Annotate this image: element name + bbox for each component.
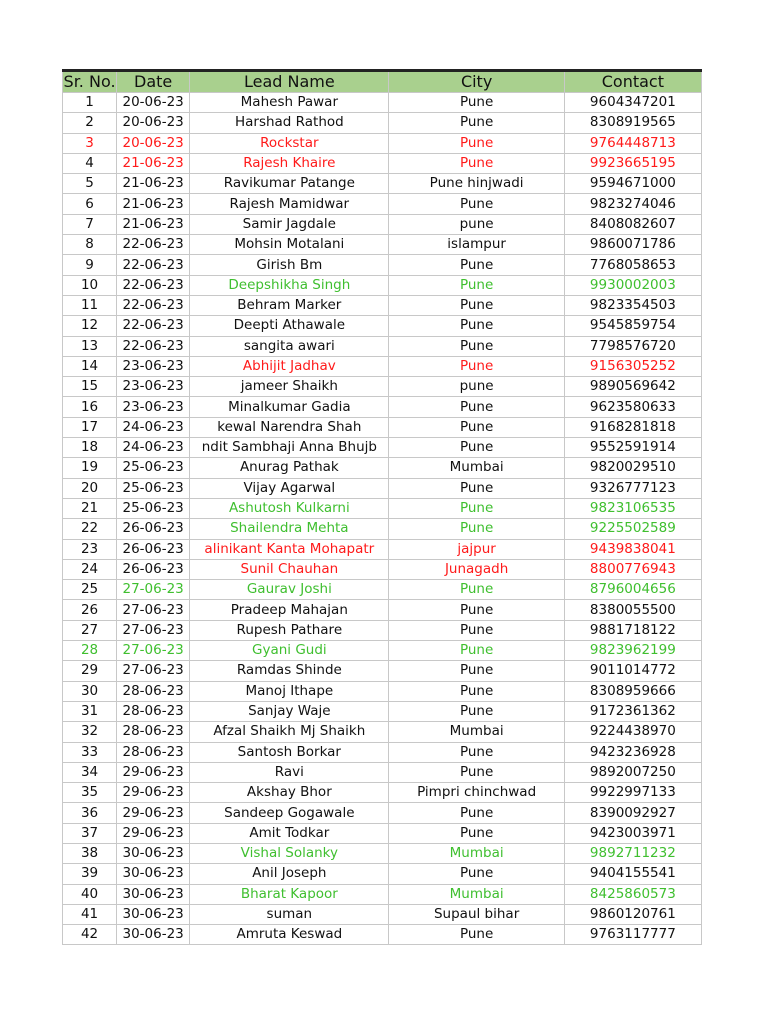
table-row [63,843,702,863]
sr-cell[interactable]: 13 [63,336,117,356]
date-cell[interactable]: 28-06-23 [117,722,190,742]
date-cell[interactable]: 22-06-23 [117,255,190,275]
contact-cell[interactable]: 9604347201 [564,93,701,113]
sr-cell[interactable]: 38 [63,843,117,863]
lead-name-cell[interactable]: Shailendra Mehta [190,519,389,539]
contact-cell[interactable]: 9545859754 [564,316,701,336]
table-row [63,864,702,884]
city-cell[interactable]: Pune [389,316,564,336]
sr-cell[interactable]: 40 [63,884,117,904]
sr-cell[interactable]: 22 [63,519,117,539]
lead-name-cell[interactable]: Rupesh Pathare [190,620,389,640]
table-row [63,133,702,153]
contact-cell[interactable]: 9860120761 [564,904,701,924]
lead-name-cell[interactable]: Sunil Chauhan [190,559,389,579]
city-cell[interactable]: Pune [389,519,564,539]
date-cell[interactable]: 24-06-23 [117,417,190,437]
table-row [63,235,702,255]
table-row [63,904,702,924]
city-cell[interactable]: Pune hinjwadi [389,174,564,194]
sr-cell[interactable]: 24 [63,559,117,579]
contact-cell[interactable]: 9623580633 [564,397,701,417]
header-date[interactable]: Date [117,71,190,93]
city-cell[interactable]: Pune [389,600,564,620]
contact-cell[interactable]: 8800776943 [564,559,701,579]
date-cell[interactable]: 30-06-23 [117,904,190,924]
date-cell[interactable]: 27-06-23 [117,641,190,661]
contact-cell[interactable]: 9439838041 [564,539,701,559]
table-row [63,316,702,336]
sr-cell[interactable]: 4 [63,153,117,173]
lead-name-cell[interactable]: Behram Marker [190,295,389,315]
table-row [63,661,702,681]
lead-name-cell[interactable]: Bharat Kapoor [190,884,389,904]
table-row [63,498,702,518]
table-row [63,194,702,214]
lead-name-cell[interactable]: Abhijit Jadhav [190,356,389,376]
table-row [63,438,702,458]
city-cell[interactable]: Pune [389,641,564,661]
city-cell[interactable]: Pune [389,356,564,376]
city-cell[interactable]: jajpur [389,539,564,559]
lead-name-cell[interactable]: Rockstar [190,133,389,153]
lead-name-cell[interactable]: Rajesh Mamidwar [190,194,389,214]
lead-name-cell[interactable]: suman [190,904,389,924]
city-cell[interactable]: Pune [389,823,564,843]
lead-name-cell[interactable]: Sanjay Waje [190,701,389,721]
contact-cell[interactable]: 9823962199 [564,641,701,661]
date-cell[interactable]: 21-06-23 [117,174,190,194]
table-row [63,519,702,539]
city-cell[interactable]: Pune [389,133,564,153]
sr-cell[interactable]: 23 [63,539,117,559]
lead-name-cell[interactable]: jameer Shaikh [190,377,389,397]
date-cell[interactable]: 29-06-23 [117,823,190,843]
table-row [63,783,702,803]
lead-name-cell[interactable]: Manoj Ithape [190,681,389,701]
lead-name-cell[interactable]: Anil Joseph [190,864,389,884]
date-cell[interactable]: 28-06-23 [117,701,190,721]
sr-cell[interactable]: 9 [63,255,117,275]
contact-cell[interactable]: 8425860573 [564,884,701,904]
table-row [63,397,702,417]
city-cell[interactable]: Pune [389,803,564,823]
contact-cell[interactable]: 8308919565 [564,113,701,133]
lead-name-cell[interactable]: kewal Narendra Shah [190,417,389,437]
lead-name-cell[interactable]: Pradeep Mahajan [190,600,389,620]
date-cell[interactable]: 20-06-23 [117,133,190,153]
lead-name-cell[interactable]: Afzal Shaikh Mj Shaikh [190,722,389,742]
contact-cell[interactable]: 7798576720 [564,336,701,356]
date-cell[interactable]: 26-06-23 [117,519,190,539]
date-cell[interactable]: 28-06-23 [117,742,190,762]
contact-cell[interactable]: 8796004656 [564,580,701,600]
sr-cell[interactable]: 6 [63,194,117,214]
contact-cell[interactable]: 9552591914 [564,438,701,458]
city-cell[interactable]: Pune [389,255,564,275]
contact-cell[interactable]: 9423236928 [564,742,701,762]
date-cell[interactable]: 23-06-23 [117,356,190,376]
lead-name-cell[interactable]: Ramdas Shinde [190,661,389,681]
lead-name-cell[interactable]: Harshad Rathod [190,113,389,133]
table-row [63,295,702,315]
table-row [63,113,702,133]
city-cell[interactable]: Supaul bihar [389,904,564,924]
lead-name-cell[interactable]: Deepti Athawale [190,316,389,336]
lead-name-cell[interactable]: Akshay Bhor [190,783,389,803]
lead-name-cell[interactable]: Vishal Solanky [190,843,389,863]
table-row [63,884,702,904]
sr-cell[interactable]: 41 [63,904,117,924]
city-cell[interactable]: Pune [389,925,564,945]
contact-cell[interactable]: 9404155541 [564,864,701,884]
table-row [63,458,702,478]
city-cell[interactable]: Mumbai [389,843,564,863]
city-cell[interactable]: Pune [389,397,564,417]
city-cell[interactable]: Mumbai [389,458,564,478]
date-cell[interactable]: 27-06-23 [117,661,190,681]
sr-cell[interactable]: 42 [63,925,117,945]
table-row [63,701,702,721]
sr-cell[interactable]: 7 [63,214,117,234]
lead-name-cell[interactable]: Amruta Keswad [190,925,389,945]
contact-cell[interactable]: 8308959666 [564,681,701,701]
contact-cell[interactable]: 7768058653 [564,255,701,275]
lead-name-cell[interactable]: Anurag Pathak [190,458,389,478]
sr-cell[interactable]: 31 [63,701,117,721]
contact-cell[interactable]: 9764448713 [564,133,701,153]
table-row [63,174,702,194]
sr-cell[interactable]: 25 [63,580,117,600]
date-cell[interactable]: 27-06-23 [117,600,190,620]
city-cell[interactable]: Pune [389,93,564,113]
contact-cell[interactable]: 9168281818 [564,417,701,437]
table-row [63,275,702,295]
table-row [63,255,702,275]
table-row [63,153,702,173]
city-cell[interactable]: islampur [389,235,564,255]
lead-name-cell[interactable]: Deepshikha Singh [190,275,389,295]
table-row [63,620,702,640]
lead-name-cell[interactable]: Gyani Gudi [190,641,389,661]
sr-cell[interactable]: 20 [63,478,117,498]
sr-cell[interactable]: 37 [63,823,117,843]
contact-cell[interactable]: 9890569642 [564,377,701,397]
date-cell[interactable]: 29-06-23 [117,803,190,823]
lead-name-cell[interactable]: ndit Sambhaji Anna Bhujb [190,438,389,458]
header-sr-no[interactable]: Sr. No. [63,72,116,91]
date-cell[interactable]: 20-06-23 [117,113,190,133]
sr-cell[interactable]: 28 [63,641,117,661]
date-cell[interactable]: 22-06-23 [117,316,190,336]
contact-cell[interactable]: 9224438970 [564,722,701,742]
lead-name-cell[interactable]: Mahesh Pawar [190,93,389,113]
table-row [63,559,702,579]
date-cell[interactable]: 28-06-23 [117,681,190,701]
date-cell[interactable]: 22-06-23 [117,235,190,255]
header-lead-name[interactable]: Lead Name [190,71,389,93]
city-cell[interactable]: pune [389,214,564,234]
lead-name-cell[interactable]: sangita awari [190,336,389,356]
sr-cell[interactable]: 18 [63,438,117,458]
date-cell[interactable]: 23-06-23 [117,377,190,397]
lead-name-cell[interactable]: Mohsin Motalani [190,235,389,255]
date-cell[interactable]: 27-06-23 [117,580,190,600]
table-row [63,600,702,620]
contact-cell[interactable]: 9892711232 [564,843,701,863]
date-cell[interactable]: 24-06-23 [117,438,190,458]
table-row [63,641,702,661]
lead-name-cell[interactable]: Ashutosh Kulkarni [190,498,389,518]
contact-cell[interactable]: 8390092927 [564,803,701,823]
contact-cell[interactable]: 9326777123 [564,478,701,498]
table-row [63,681,702,701]
sr-cell[interactable]: 10 [63,275,117,295]
date-cell[interactable]: 30-06-23 [117,864,190,884]
lead-name-cell[interactable]: Minalkumar Gadia [190,397,389,417]
contact-cell[interactable]: 9923665195 [564,153,701,173]
table-row [63,580,702,600]
sr-cell[interactable]: 30 [63,681,117,701]
lead-name-cell[interactable]: Amit Todkar [190,823,389,843]
city-cell[interactable]: Junagadh [389,559,564,579]
contact-cell[interactable]: 9930002003 [564,275,701,295]
city-cell[interactable]: Pune [389,275,564,295]
contact-cell[interactable]: 9922997133 [564,783,701,803]
contact-cell[interactable]: 9892007250 [564,762,701,782]
lead-name-cell[interactable]: Girish Bm [190,255,389,275]
city-cell[interactable]: Pune [389,336,564,356]
sr-cell[interactable]: 39 [63,864,117,884]
table-row [63,336,702,356]
city-cell[interactable]: Pune [389,153,564,173]
contact-cell[interactable]: 9860071786 [564,235,701,255]
sr-cell[interactable]: 36 [63,803,117,823]
date-cell[interactable]: 21-06-23 [117,153,190,173]
sr-cell[interactable]: 29 [63,661,117,681]
contact-cell[interactable]: 9823354503 [564,295,701,315]
lead-name-cell[interactable]: Santosh Borkar [190,742,389,762]
contact-cell[interactable]: 9225502589 [564,519,701,539]
sr-cell[interactable]: 26 [63,600,117,620]
lead-name-cell[interactable]: Gaurav Joshi [190,580,389,600]
city-cell[interactable]: Pune [389,478,564,498]
contact-cell[interactable]: 9820029510 [564,458,701,478]
date-cell[interactable]: 25-06-23 [117,498,190,518]
date-cell[interactable]: 22-06-23 [117,295,190,315]
contact-cell[interactable]: 8408082607 [564,214,701,234]
table-row [63,539,702,559]
table-row [63,356,702,376]
city-cell[interactable]: Pune [389,620,564,640]
table-row [63,803,702,823]
table-row [63,417,702,437]
city-cell[interactable]: Pune [389,864,564,884]
leads-table [62,69,702,945]
date-cell[interactable]: 29-06-23 [117,783,190,803]
lead-name-cell[interactable]: alinikant Kanta Mohapatr [190,539,389,559]
sr-cell[interactable]: 8 [63,235,117,255]
city-cell[interactable]: pune [389,377,564,397]
contact-cell[interactable]: 9823106535 [564,498,701,518]
date-cell[interactable]: 25-06-23 [117,478,190,498]
header-row [63,71,702,93]
contact-cell[interactable]: 9881718122 [564,620,701,640]
date-cell[interactable]: 29-06-23 [117,762,190,782]
contact-cell[interactable]: 9763117777 [564,925,701,945]
city-cell[interactable]: Pune [389,701,564,721]
sr-cell[interactable]: 33 [63,742,117,762]
sr-cell[interactable]: 14 [63,356,117,376]
city-cell[interactable]: Pune [389,762,564,782]
sr-cell[interactable]: 32 [63,722,117,742]
lead-name-cell[interactable]: Ravikumar Patange [190,174,389,194]
lead-name-cell[interactable]: Ravi [190,762,389,782]
lead-name-cell[interactable]: Samir Jagdale [190,214,389,234]
city-cell[interactable]: Pune [389,295,564,315]
date-cell[interactable]: 27-06-23 [117,620,190,640]
sr-cell[interactable]: 35 [63,783,117,803]
header-city[interactable]: City [389,71,564,93]
table-row [63,823,702,843]
lead-name-cell[interactable]: Vijay Agarwal [190,478,389,498]
date-cell[interactable]: 25-06-23 [117,458,190,478]
lead-name-cell[interactable]: Rajesh Khaire [190,153,389,173]
contact-cell[interactable]: 9594671000 [564,174,701,194]
city-cell[interactable]: Pune [389,194,564,214]
table-row [63,93,702,113]
city-cell[interactable]: Pune [389,661,564,681]
sr-cell[interactable]: 15 [63,377,117,397]
contact-cell[interactable]: 9823274046 [564,194,701,214]
city-cell[interactable]: Mumbai [389,884,564,904]
contact-cell[interactable]: 9156305252 [564,356,701,376]
table-row [63,722,702,742]
sr-cell[interactable]: 11 [63,295,117,315]
sr-cell[interactable]: 16 [63,397,117,417]
table-row [63,214,702,234]
city-cell[interactable]: Pune [389,113,564,133]
sr-cell[interactable]: 2 [63,113,117,133]
date-cell[interactable]: 20-06-23 [117,93,190,113]
table-row [63,742,702,762]
date-cell[interactable]: 21-06-23 [117,214,190,234]
table-body [63,93,702,945]
date-cell[interactable]: 23-06-23 [117,397,190,417]
table-row [63,478,702,498]
contact-cell[interactable]: 9011014772 [564,661,701,681]
sr-cell[interactable]: 17 [63,417,117,437]
date-cell[interactable]: 26-06-23 [117,539,190,559]
date-cell[interactable]: 30-06-23 [117,843,190,863]
date-cell[interactable]: 22-06-23 [117,275,190,295]
city-cell[interactable]: Pune [389,580,564,600]
city-cell[interactable]: Pimpri chinchwad [389,783,564,803]
date-cell[interactable]: 26-06-23 [117,559,190,579]
date-cell[interactable]: 22-06-23 [117,336,190,356]
header-contact[interactable]: Contact [564,71,701,93]
sr-cell[interactable]: 19 [63,458,117,478]
sr-cell[interactable]: 1 [63,93,117,113]
date-cell[interactable]: 30-06-23 [117,925,190,945]
date-cell[interactable]: 30-06-23 [117,884,190,904]
sr-cell[interactable]: 12 [63,316,117,336]
sr-cell[interactable]: 3 [63,133,117,153]
city-cell[interactable]: Pune [389,681,564,701]
table-row [63,762,702,782]
contact-cell[interactable]: 9172361362 [564,701,701,721]
table-row [63,377,702,397]
sr-cell[interactable]: 27 [63,620,117,640]
contact-cell[interactable]: 8380055500 [564,600,701,620]
contact-cell[interactable]: 9423003971 [564,823,701,843]
sr-cell[interactable]: 34 [63,762,117,782]
city-cell[interactable]: Pune [389,498,564,518]
date-cell[interactable]: 21-06-23 [117,194,190,214]
city-cell[interactable]: Pune [389,438,564,458]
sr-cell[interactable]: 21 [63,498,117,518]
city-cell[interactable]: Pune [389,742,564,762]
city-cell[interactable]: Pune [389,417,564,437]
city-cell[interactable]: Mumbai [389,722,564,742]
lead-name-cell[interactable]: Sandeep Gogawale [190,803,389,823]
table-row [63,925,702,945]
sr-cell[interactable]: 5 [63,174,117,194]
